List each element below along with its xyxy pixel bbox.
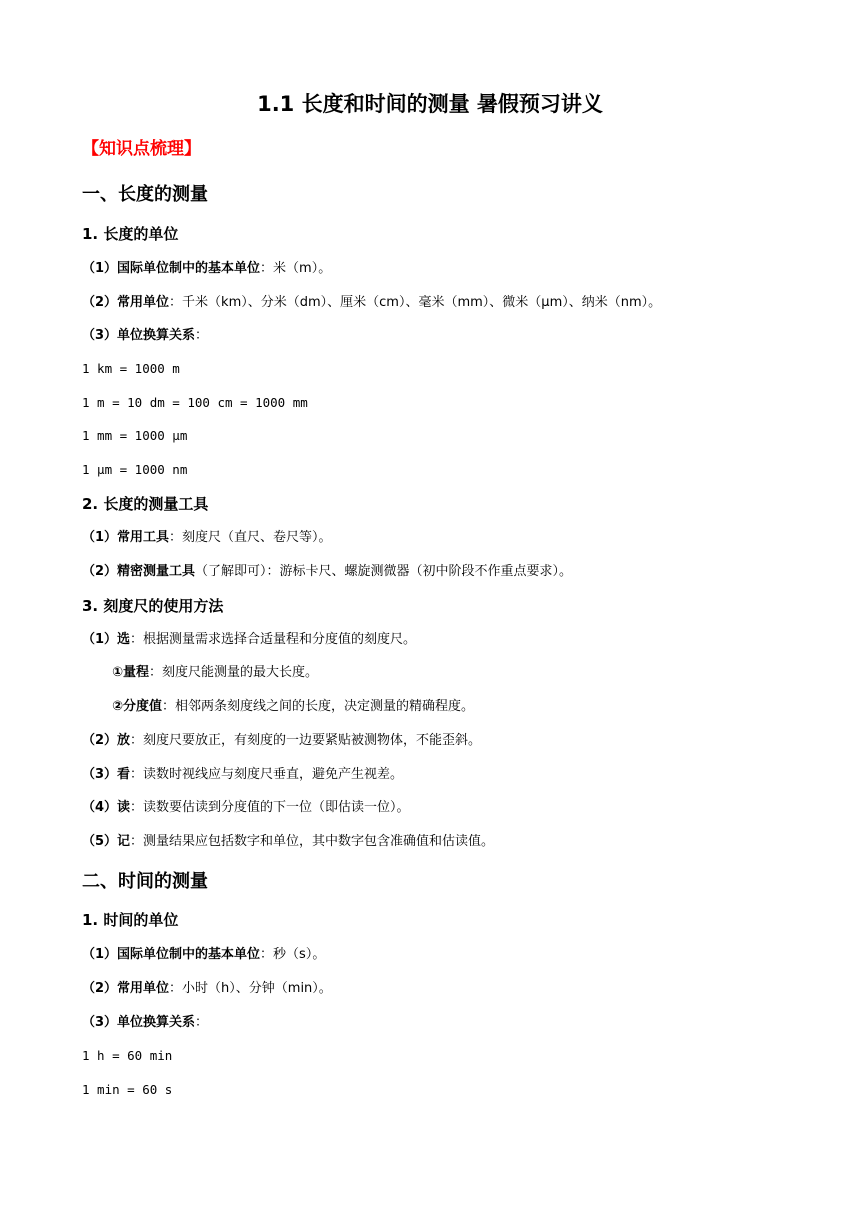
part2-heading: 二、时间的测量 (82, 871, 208, 892)
list-item: （1）选：根据测量需求选择合适量程和分度值的刻度尺。 (82, 632, 417, 647)
page-title: 1.1 长度和时间的测量 暑假预习讲义 (257, 92, 603, 116)
list-item: （1）国际单位制中的基本单位：秒（s）。 (82, 947, 326, 962)
ruler-usage-heading: 3. 刻度尺的使用方法 (82, 597, 224, 615)
list-item: （3）单位换算关系： (82, 1015, 209, 1030)
list-item: ②分度值：相邻两条刻度线之间的长度，决定测量的精确程度。 (112, 699, 475, 714)
list-item: （1）常用工具：刻度尺（直尺、卷尺等）。 (82, 530, 332, 545)
part1-heading: 一、长度的测量 (82, 184, 208, 205)
conversion-line: 1 km = 1000 m (82, 361, 180, 376)
section-label: 【知识点梳理】 (82, 139, 201, 159)
time-units-heading: 1. 时间的单位 (82, 911, 179, 929)
list-item: （1）国际单位制中的基本单位：米（m）。 (82, 261, 332, 276)
list-item: ①量程：刻度尺能测量的最大长度。 (112, 665, 319, 680)
conversion-line: 1 mm = 1000 μm (82, 428, 188, 443)
list-item: （3）看：读数时视线应与刻度尺垂直，避免产生视差。 (82, 767, 404, 782)
length-tools-heading: 2. 长度的测量工具 (82, 495, 209, 513)
conversion-line: 1 μm = 1000 nm (82, 462, 188, 477)
conversion-line: 1 min = 60 s (82, 1082, 173, 1097)
list-item: （4）读：读数要估读到分度值的下一位（即估读一位）。 (82, 800, 410, 815)
list-item: （2）常用单位：千米（km）、分米（dm）、厘米（cm）、毫米（mm）、微米（μm）、纳米（nm）。 (82, 295, 662, 310)
length-units-heading: 1. 长度的单位 (82, 225, 179, 243)
conversion-line: 1 m = 10 dm = 100 cm = 1000 mm (82, 395, 308, 410)
conversion-line: 1 h = 60 min (82, 1048, 173, 1063)
list-item: （5）记：测量结果应包括数字和单位，其中数字包含准确值和估读值。 (82, 834, 495, 849)
list-item: （2）常用单位：小时（h）、分钟（min）。 (82, 981, 332, 996)
list-item: （3）单位换算关系： (82, 328, 209, 343)
list-item: （2）精密测量工具（了解即可）：游标卡尺、螺旋测微器（初中阶段不作重点要求）。 (82, 564, 573, 579)
list-item: （2）放：刻度尺要放正，有刻度的一边要紧贴被测物体，不能歪斜。 (82, 733, 482, 748)
